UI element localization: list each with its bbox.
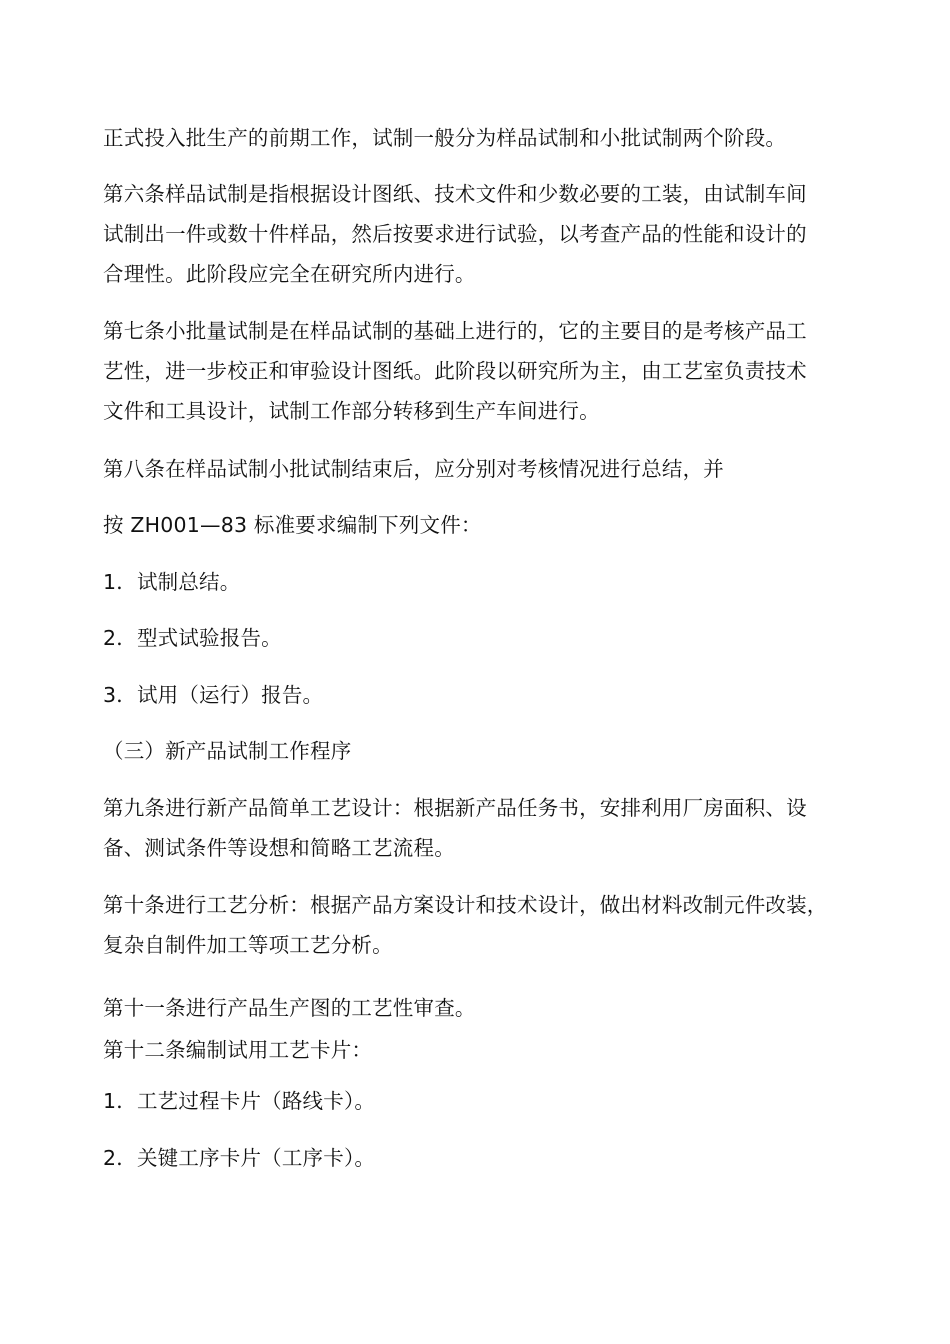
paragraph-standard-files (103, 505, 843, 545)
text-line: 2．型式试验报告。 (103, 626, 282, 650)
text-line: 第九条进行新产品简单工艺设计：根据新产品任务书，安排利用厂房面积、设 (103, 796, 807, 820)
paragraph-article-12 (103, 1030, 843, 1070)
paragraph-article-8 (103, 449, 843, 489)
text-line: 第十条进行工艺分析：根据产品方案设计和技术设计，做出材料改制元件改装， (103, 893, 828, 917)
text-line: 1．试制总结。 (103, 570, 241, 594)
text-line: 试制出一件或数十件样品，然后按要求进行试验，以考查产品的性能和设计的 (103, 222, 807, 246)
text-line: 第十一条进行产品生产图的工艺性审查。 (103, 996, 476, 1020)
list-item-trial-summary (103, 562, 843, 602)
text-line: 第八条在样品试制小批试制结束后，应分别对考核情况进行总结，并 (103, 457, 724, 481)
text-line: 3．试用（运行）报告。 (103, 683, 324, 707)
text-line: （三）新产品试制工作程序 (103, 739, 352, 763)
text-line: 正式投入批生产的前期工作，试制一般分为样品试制和小批试制两个阶段。 (103, 126, 787, 150)
list-item-trial-use-report (103, 675, 843, 715)
text-line: 按 ZH001—83 标准要求编制下列文件： (103, 513, 482, 537)
paragraph-article-6 (103, 174, 843, 294)
text-line: 复杂自制件加工等项工艺分析。 (103, 933, 393, 957)
text-line: 文件和工具设计，试制工作部分转移到生产车间进行。 (103, 399, 600, 423)
text-line: 2．关键工序卡片（工序卡）。 (103, 1146, 376, 1170)
paragraph-trial-stages (103, 118, 843, 158)
paragraph-article-10 (103, 885, 843, 965)
list-item-key-operation-card (103, 1138, 843, 1178)
text-line: 备、测试条件等设想和简略工艺流程。 (103, 836, 455, 860)
paragraph-article-7 (103, 311, 843, 431)
text-line: 第六条样品试制是指根据设计图纸、技术文件和少数必要的工装，由试制车间 (103, 182, 807, 206)
text-line: 第十二条编制试用工艺卡片： (103, 1038, 373, 1062)
section-heading-trial-procedure (103, 731, 843, 771)
list-item-process-card (103, 1081, 843, 1121)
paragraph-article-9 (103, 788, 843, 868)
text-line: 合理性。此阶段应完全在研究所内进行。 (103, 262, 476, 286)
text-line: 艺性，进一步校正和审验设计图纸。此阶段以研究所为主，由工艺室负责技术 (103, 359, 807, 383)
list-item-type-test-report (103, 618, 843, 658)
paragraph-article-11 (103, 988, 843, 1028)
text-line: 1．工艺过程卡片（路线卡）。 (103, 1089, 376, 1113)
text-line: 第七条小批量试制是在样品试制的基础上进行的，它的主要目的是考核产品工 (103, 319, 807, 343)
